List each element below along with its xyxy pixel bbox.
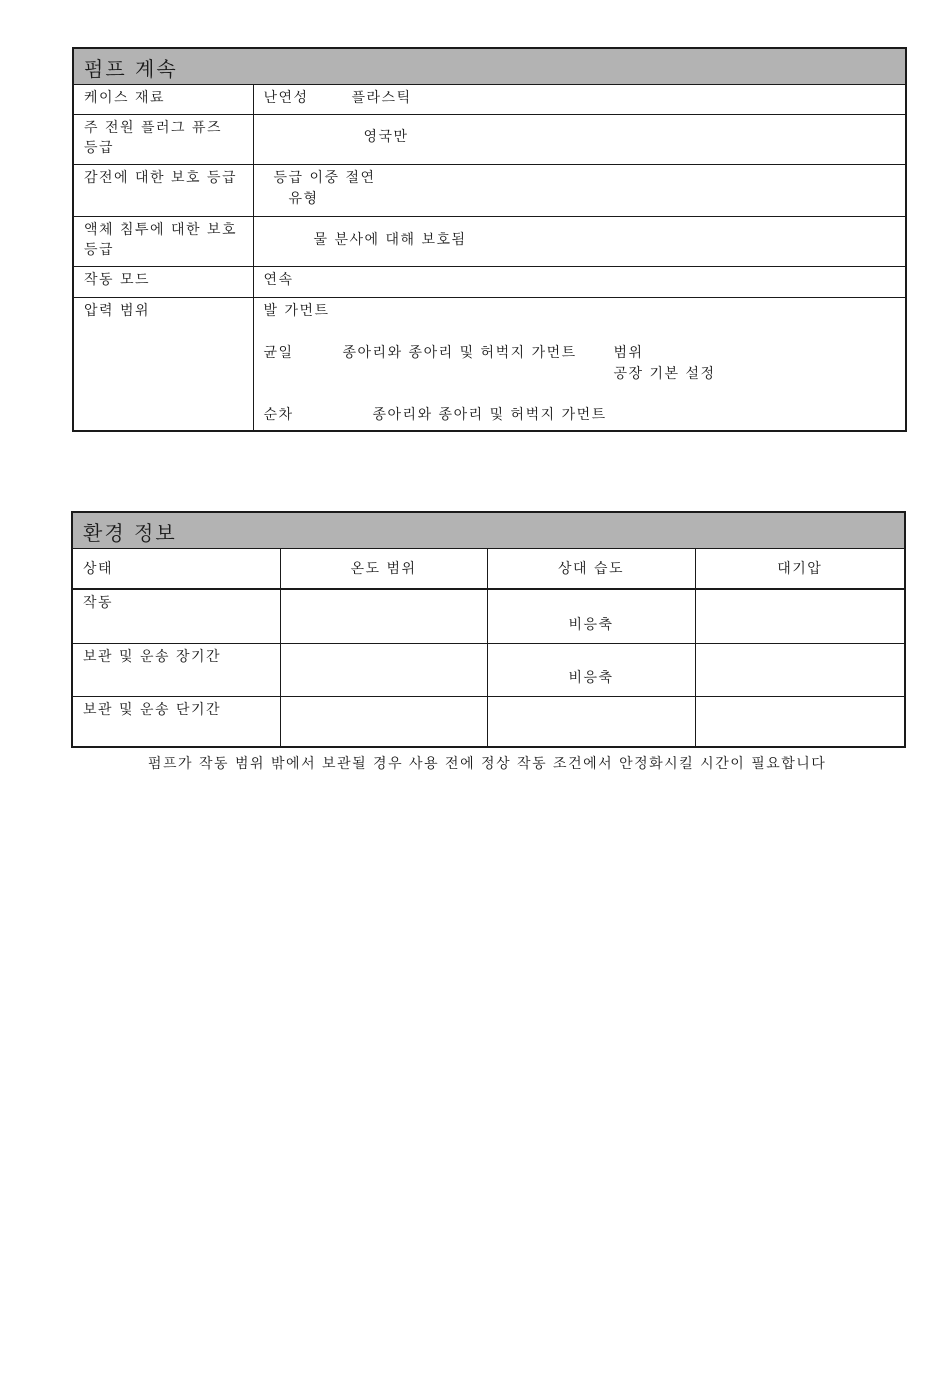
pressure-range-label: 범위 (613, 344, 644, 361)
state-cell: 보관 및 운송 단기간 (72, 696, 280, 747)
row-label-shock-protection: 감전에 대한 보호 등급 (73, 164, 253, 216)
shock-protection-type: 유형 (288, 190, 319, 207)
table-row (73, 164, 906, 216)
row-label-pressure-range: 압력 범위 (73, 297, 253, 431)
case-material-v1: 난연성 (263, 89, 309, 106)
col-header-humidity: 상대 습도 (487, 548, 695, 589)
table-row (73, 297, 906, 431)
humidity-value: 비응축 (568, 669, 614, 686)
table-row (73, 266, 906, 297)
liquid-protection-value: 물 분사에 대해 보호됨 (313, 231, 467, 248)
env-table-title: 환경 정보 (72, 512, 905, 548)
humidity-cell (487, 696, 695, 747)
state-cell: 보관 및 운송 장기간 (72, 643, 280, 696)
pressure-uniform-desc: 종아리와 종아리 및 허벅지 가먼트 (342, 344, 577, 361)
temperature-cell (280, 589, 487, 643)
row-label-fuse-rating: 주 전원 플러그 퓨즈 등급 (73, 114, 253, 164)
pressure-cell (695, 643, 905, 696)
table-row (73, 216, 906, 266)
pressure-sequential-desc: 종아리와 종아리 및 허벅지 가먼트 (372, 406, 607, 423)
temperature-cell (280, 696, 487, 747)
table-row (73, 114, 906, 164)
shock-protection-class: 등급 이중 절연 (273, 169, 376, 186)
environment-info-table (71, 511, 906, 748)
table-header-row (72, 548, 905, 589)
pressure-cell (695, 589, 905, 643)
col-header-state: 상태 (72, 548, 280, 589)
row-label-case-material: 케이스 재료 (73, 84, 253, 114)
pressure-cell (695, 696, 905, 747)
humidity-cell (487, 643, 695, 696)
state-cell: 작동 (72, 589, 280, 643)
table-row (72, 589, 905, 643)
row-label-operation-mode: 작동 모드 (73, 266, 253, 297)
storage-note: 펌프가 작동 범위 밖에서 보관될 경우 사용 전에 정상 작동 조건에서 안정화시킬 시간이 필요합니다 (148, 756, 827, 772)
temperature-cell (280, 643, 487, 696)
humidity-cell (487, 589, 695, 643)
pump-spec-table (72, 47, 907, 432)
row-label-liquid-protection: 액체 침투에 대한 보호 등급 (73, 216, 253, 266)
col-header-temperature: 온도 범위 (280, 548, 487, 589)
pressure-factory-default: 공장 기본 설정 (613, 365, 716, 382)
fuse-rating-value: 영국만 (363, 128, 409, 145)
table-row (73, 84, 906, 114)
humidity-value: 비응축 (568, 617, 614, 633)
pressure-foot-garment: 발 가먼트 (263, 302, 330, 319)
pressure-sequential-label: 순차 (263, 406, 294, 423)
pressure-uniform-label: 균일 (263, 344, 294, 361)
operation-mode-value: 연속 (263, 271, 294, 288)
pump-table-title: 펌프 계속 (73, 48, 906, 84)
case-material-v2: 플라스틱 (351, 89, 412, 106)
table-row (72, 696, 905, 747)
table-row (72, 643, 905, 696)
col-header-pressure: 대기압 (695, 548, 905, 589)
